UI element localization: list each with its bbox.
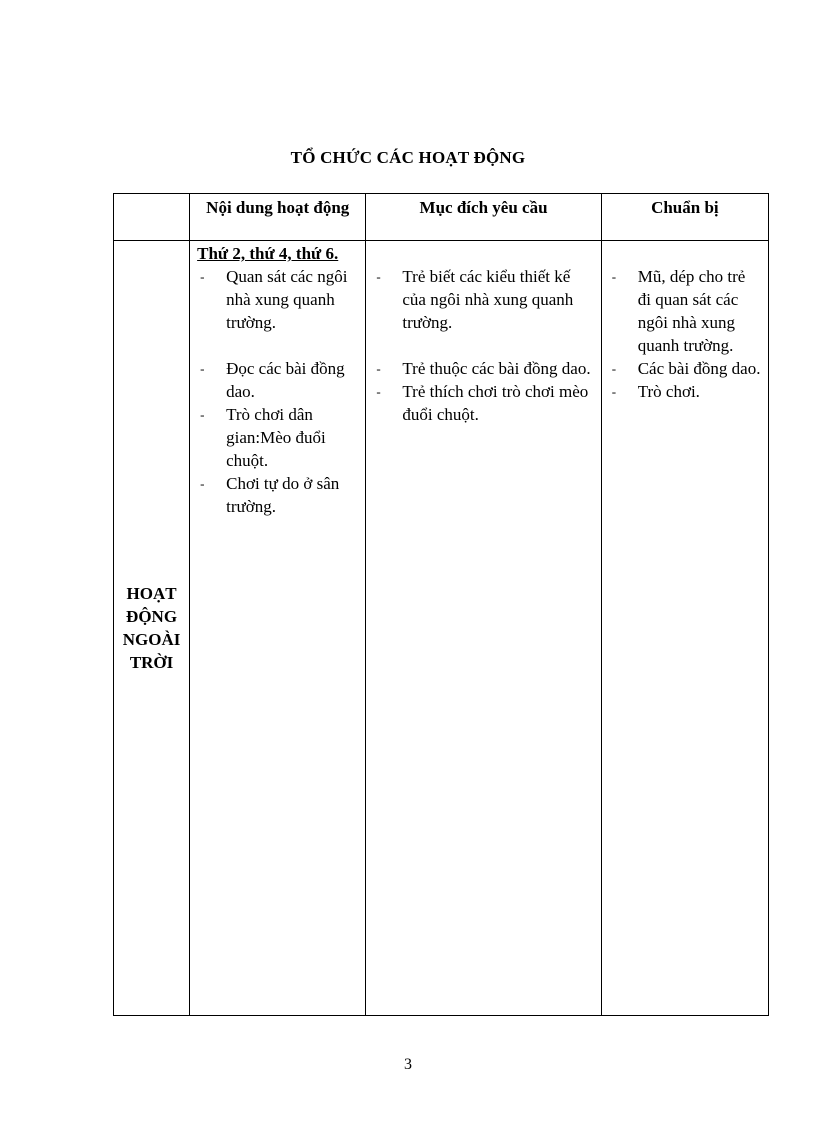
content-cell [190,241,366,1016]
bullet-dash: - [376,269,381,284]
list-item-text: Trẻ thích chơi trò chơi mèo đuổi chuột. [402,382,589,424]
area-label-line: NGOÀI [122,630,181,649]
list-item-text: Chơi tự do ở sân trường. [226,474,340,516]
list-item [197,265,359,334]
list-item [373,357,594,380]
table-header-row [114,194,769,241]
list-item-text: Trò chơi dân gian:Mèo đuổi chuột. [226,405,326,470]
list-item-text: Mũ, dép cho trẻ đi quan sát các ngôi nhà xung quanh trường. [637,267,746,355]
preparation-list [609,265,762,403]
bullet-dash: - [376,384,381,399]
bullet-dash: - [611,384,617,399]
area-label [114,241,190,1016]
purpose-list [373,265,594,426]
area-label-line: HOẠT [126,584,177,603]
area-label-line: TRỜI [129,653,174,672]
header-preparation: Chuẩn bị [601,194,768,241]
list-item-text: Trò chơi. [637,382,700,401]
activity-table [113,193,769,1016]
bullet-dash: - [200,476,205,491]
content-list [197,265,359,518]
list-item [373,380,594,426]
header-content: Nội dung hoạt động [190,194,366,241]
header-area [114,194,190,241]
header-purpose: Mục đích yêu cầu [366,194,601,241]
list-item [609,380,762,403]
list-item-text: Trẻ thuộc các bài đồng dao. [402,359,591,378]
bullet-dash: - [200,361,205,376]
list-item [197,357,359,403]
page-title: TỔ CHỨC CÁC HOẠT ĐỘNG [290,148,526,167]
list-item [197,403,359,472]
list-item [197,472,359,518]
bullet-dash: - [200,407,205,422]
bullet-dash: - [611,361,617,376]
table-row [114,241,769,1016]
list-item [609,357,762,380]
bullet-dash: - [200,269,205,284]
list-item-text: Quan sát các ngôi nhà xung quanh trường. [226,267,348,332]
bullet-dash: - [376,361,381,376]
bullet-dash: - [611,269,617,284]
area-label-line: ĐỘNG [126,607,178,626]
list-item-text: Trẻ biết các kiểu thiết kế của ngôi nhà xung quanh trường. [402,267,574,332]
preparation-cell [601,241,768,1016]
list-item-text: Các bài đồng dao. [637,359,761,378]
list-item [373,265,594,334]
list-item [609,265,762,357]
page-number: 3 [404,1056,412,1073]
day-heading: Thứ 2, thứ 4, thứ 6. [197,244,339,263]
list-item-text: Đọc các bài đồng dao. [226,359,345,401]
purpose-cell [366,241,601,1016]
